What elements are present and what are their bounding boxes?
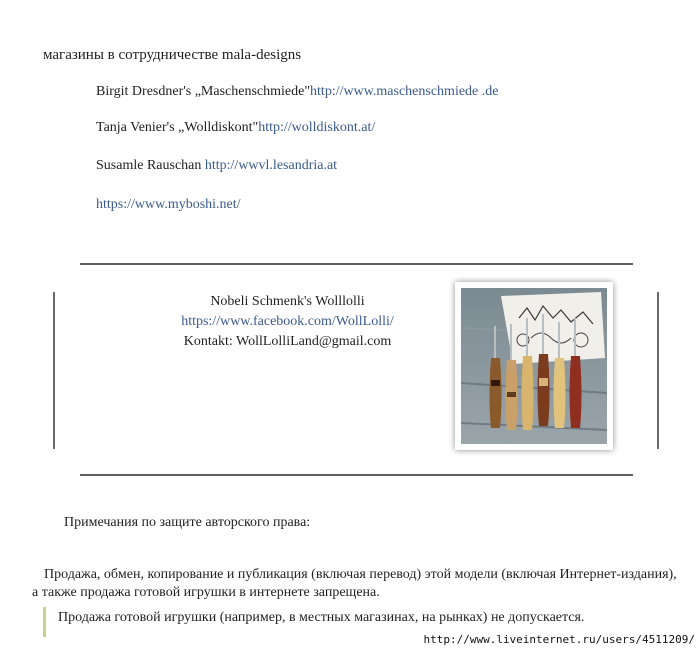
quote-bar (43, 607, 46, 637)
shop-link[interactable]: http://wolldiskont.at/ (258, 120, 376, 135)
copyright-quote: Продажа готовой игрушки (например, в местных магазинах, на рынках) не допускается. (58, 610, 585, 625)
shop-link[interactable]: https://www.myboshi.net/ (96, 197, 241, 212)
facebook-link[interactable]: https://www.facebook.com/WollLolli/ (181, 314, 394, 329)
shop-entry (96, 84, 498, 100)
paper-card (501, 292, 605, 364)
contact-name: Nobeli Schmenk's Wolllolli (210, 294, 365, 309)
shop-entry (96, 158, 337, 174)
shop-entry (96, 120, 375, 136)
section-heading: магазины в сотрудничестве mala-designs (43, 47, 302, 63)
top-rule (80, 263, 633, 265)
right-frame-bar (657, 292, 659, 449)
shop-name: Birgit Dresdner's „Maschenschmiede" (96, 84, 311, 99)
shop-link[interactable]: http://wwvl.lesandria.at (204, 158, 338, 173)
watermark-url: http://www.liveinternet.ru/users/4511209/ (423, 633, 695, 646)
shop-entry (96, 197, 241, 213)
crochet-hooks-photo (455, 282, 613, 450)
copyright-paragraph: Продажа, обмен, копирование и публикация (включая перевод) этой модели (включая Интернет-издания), а также продажа готовой игрушки в интернете запрещена. (32, 567, 677, 600)
copyright-notice-title: Примечания по защите авторского права: (64, 515, 311, 530)
bottom-rule (80, 474, 633, 476)
left-frame-bar (53, 292, 55, 449)
shop-link[interactable]: http://www.maschenschmiede .de (310, 84, 499, 99)
contact-email: Kontakt: WollLolliLand@gmail.com (183, 334, 392, 349)
photo-image (461, 288, 607, 444)
shop-name: Susamle Rauschan (96, 158, 205, 173)
shop-name: Tanja Venier's „Wolldiskont" (96, 120, 259, 135)
